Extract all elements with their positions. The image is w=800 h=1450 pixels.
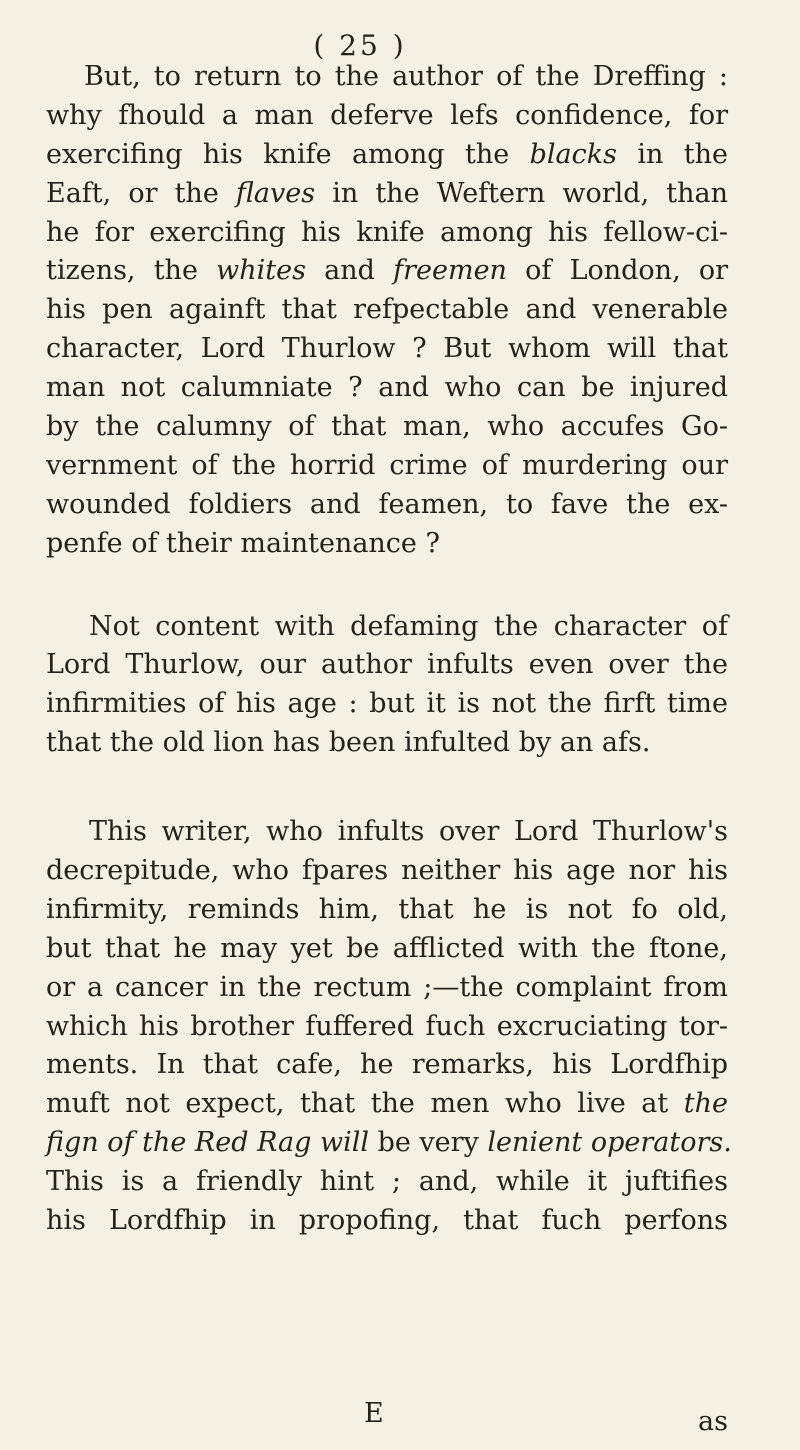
paragraph-3 (46, 813, 732, 1241)
text-line: wounded foldiers and feamen, to fave the ex- (46, 488, 728, 520)
signature-mark: E (364, 1398, 384, 1429)
paragraph-2 (46, 608, 728, 764)
text-line: his Lordfhip in propofing, that fuch perfons (46, 1205, 728, 1237)
text-line: vernment of the horrid crime of murdering our (46, 449, 728, 481)
text-line: decrepitude, who fpares neither his age nor his (46, 855, 728, 887)
text-line: or a cancer in the rectum ;—the complaint from (46, 971, 728, 1003)
text-line: muft not expect, that the men who live at the (46, 1088, 728, 1120)
text-line: his pen againft that refpectable and venerable (46, 294, 728, 326)
page-footer (46, 1398, 728, 1438)
text-line: Eaft, or the flaves in the Weftern world, than (46, 177, 728, 209)
text-line: but that he may yet be afflicted with the ftone, (46, 932, 728, 964)
text-line: This is a friendly hint ; and, while it juftifies (46, 1166, 728, 1198)
text-line: character, Lord Thurlow ? But whom will that (46, 333, 728, 365)
paragraph-1 (46, 58, 728, 564)
text-line: ments. In that cafe, he remarks, his Lordfhip (46, 1049, 728, 1081)
text-line: that the old lion has been infulted by an afs. (46, 727, 651, 759)
catchword: as (698, 1406, 728, 1437)
page-number: ( 25 ) (313, 29, 407, 62)
text-line: This writer, who infults over Lord Thurlow's (89, 816, 728, 848)
text-line: fign of the Red Rag will be very lenient operators. (46, 1127, 732, 1159)
text-line: Lord Thurlow, our author infults even over the (46, 649, 728, 681)
text-line: But, to return to the author of the Dreffing : (84, 61, 728, 92)
text-line: why fhould a man deferve lefs confidence, for (46, 99, 728, 131)
text-line: tizens, the whites and freemen of London, or (46, 255, 729, 287)
text-line: Not content with defaming the character of (89, 610, 728, 642)
text-line: exercifing his knife among the blacks in the (46, 138, 728, 170)
text-line: infirmities of his age : but it is not the firft time (46, 688, 728, 720)
text-line: by the calumny of that man, who accufes Go- (46, 411, 728, 443)
text-line: man not calumniate ? and who can be injured (46, 372, 728, 404)
text-line: which his brother fuffered fuch excruciating tor- (46, 1010, 728, 1042)
text-line: penfe of their maintenance ? (46, 527, 440, 559)
page-body (46, 58, 732, 1241)
text-line: infirmity, reminds him, that he is not fo old, (46, 893, 728, 925)
text-line: he for exercifing his knife among his fellow-ci- (46, 216, 728, 248)
